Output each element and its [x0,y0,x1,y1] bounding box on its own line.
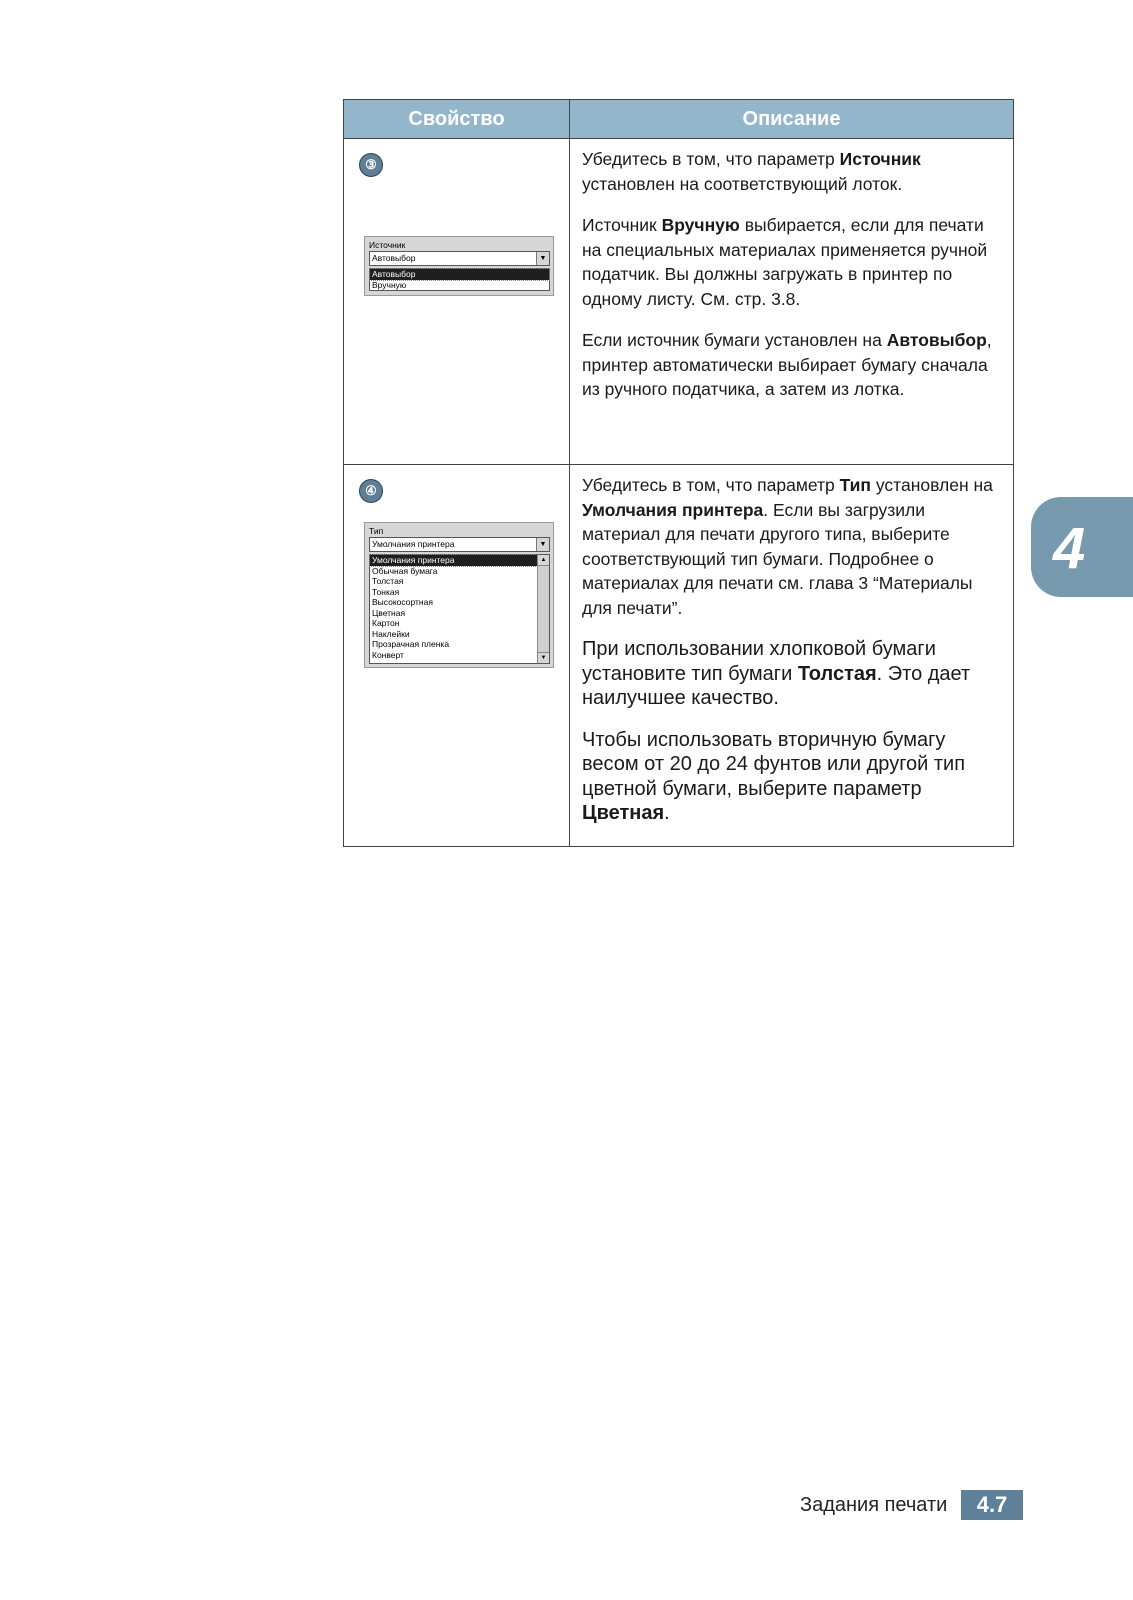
desc-paragraph: Если источник бумаги установлен на Автовыбор, принтер автоматически выбирает бумагу сначала из ручного податчика, а затем из лотка. [582,330,992,399]
list-item[interactable]: Тонкая [372,586,400,597]
header-property: Свойство [344,100,570,139]
header-description: Описание [570,100,1014,139]
source-label: Источник [369,240,406,250]
table-row [344,139,1014,465]
type-dialog-screenshot [364,522,554,668]
scroll-down-icon[interactable]: ▼ [538,652,549,663]
list-item[interactable]: Обычная бумага [372,565,438,576]
list-item[interactable]: Наклейки [372,628,410,639]
list-item[interactable]: Прозрачная пленка [372,639,450,649]
list-item[interactable]: Цветная [372,607,406,618]
source-dialog-screenshot [364,236,554,296]
scroll-up-icon[interactable]: ▲ [538,555,549,566]
desc-paragraph: Убедитесь в том, что параметр Тип установлен на Умолчания принтера. Если вы загрузили материал для печати другого типа, выберите соответствующий тип бумаги. Подробнее о материалах для печати см. глава 3 “Материалы для печати”. [582,475,993,618]
desc-paragraph: При использовании хлопковой бумаги установите тип бумаги Толстая. Это дает наилучшее качество. [582,638,971,709]
footer-section-title: Задания печати [800,1494,948,1516]
list-scrollbar[interactable] [537,555,549,663]
type-dropdown-list [369,554,550,664]
desc-paragraph: Убедитесь в том, что параметр Источник установлен на соответствующий лоток. [582,149,921,194]
chevron-down-icon[interactable]: ▼ [536,252,549,265]
list-item[interactable]: Автовыбор [370,269,549,280]
table-row [344,465,1014,847]
step-number-badge: ③ [359,153,383,177]
page-number: 4.7 [961,1490,1023,1520]
source-dropdown-list [369,268,550,291]
list-item[interactable]: Толстая [372,576,404,586]
property-cell [344,139,570,465]
type-combo-value: Умолчания принтера [372,539,455,549]
list-item[interactable]: Конверт [372,649,404,660]
source-combo-value: Автовыбор [372,253,416,263]
list-item[interactable]: Высокосортная [372,597,433,607]
properties-table [343,99,1014,847]
type-label: Тип [369,526,384,536]
step-number-badge: ④ [359,479,383,503]
chevron-down-icon[interactable]: ▼ [536,538,549,551]
chapter-tab [1031,497,1133,597]
property-cell [344,465,570,847]
list-item[interactable]: Вручную [372,279,407,290]
desc-paragraph: Источник Вручную выбирается, если для печати на специальных материалах применяется ручной податчик. Вы должны загружать в принтер по одному листу. См. стр. 3.8. [582,215,988,309]
desc-paragraph: Чтобы использовать вторичную бумагу весом от 20 до 24 фунтов или другой тип цветной бумаги, выберите параметр Цветная. [582,728,966,824]
description-cell [570,465,1014,847]
source-combo[interactable] [369,251,550,266]
type-combo[interactable] [369,537,550,552]
list-item[interactable]: Умолчания принтера [370,555,537,566]
description-cell [570,139,1014,465]
chapter-number: 4 [1053,516,1086,581]
table-header-row [344,100,1014,139]
list-item[interactable]: Картон [372,618,400,628]
